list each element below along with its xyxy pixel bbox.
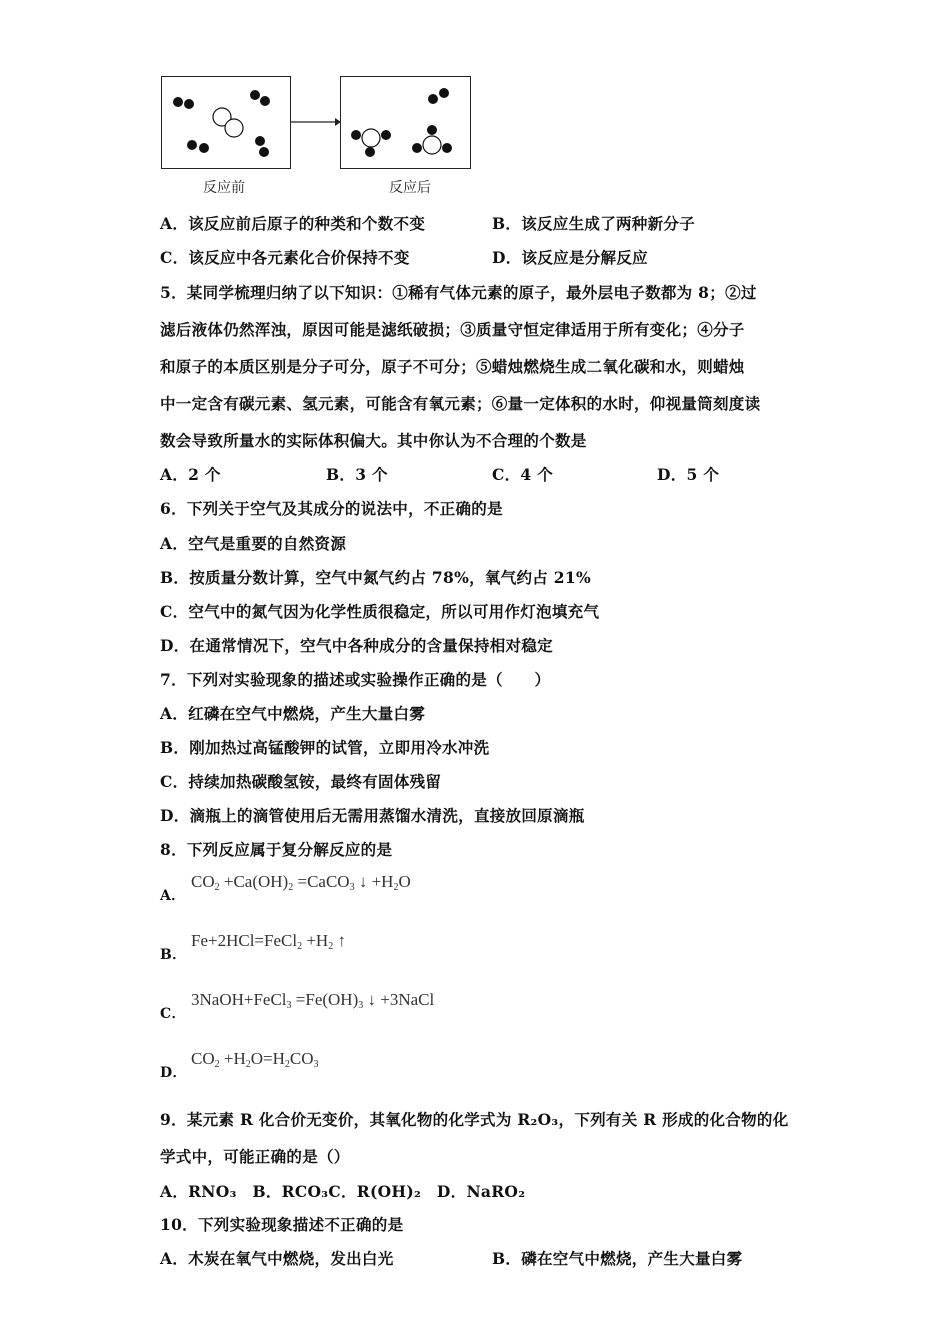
q4-option-b: B．该反应生成了两种新分子 (492, 214, 696, 233)
q4-option-d: D．该反应是分解反应 (492, 248, 648, 267)
q8-equation-a: $CO_2 +Ca(OH)_2$ =CaCO$_3$ ↓ $+H_2O$ (191, 872, 411, 893)
q6-stem: 6．下列关于空气及其成分的说法中，不正确的是 (160, 499, 503, 518)
q5-option-d: D．5 个 (657, 465, 720, 484)
after-label: 反应后 (389, 180, 431, 196)
q7-option-b: B．刚加热过高锰酸钾的试管，立即用冷水冲洗 (160, 738, 490, 757)
q7-option-c: C．持续加热碳酸氢铵，最终有固体残留 (160, 772, 442, 791)
before-label: 反应前 (203, 180, 245, 196)
q4-option-a: A．该反应前后原子的种类和个数不变 (160, 214, 426, 233)
q10-option-a: A．木炭在氧气中燃烧，发出白光 (160, 1249, 394, 1268)
q6-option-c: C．空气中的氮气因为化学性质很稳定，所以可用作灯泡填充气 (160, 602, 600, 621)
q8-option-b-label: B． (160, 947, 187, 963)
q8-option-d-label: D． (160, 1065, 187, 1081)
q8-equation-b: Fe+2HCl=FeCl$_2$ $+H_2$ ↑ (191, 931, 346, 952)
q7-stem: 7．下列对实验现象的描述或实验操作正确的是（ ） (160, 670, 551, 689)
q6-option-d: D．在通常情况下，空气中各种成分的含量保持相对稳定 (160, 636, 553, 655)
molecule-models (0, 0, 950, 180)
q9-options: A．RNO₃ B．RCO₃C．R(OH)₂ D．NaRO₂ (160, 1182, 526, 1201)
q8-option-c-label: C． (160, 1006, 186, 1022)
q4-option-c: C．该反应中各元素化合价保持不变 (160, 248, 410, 267)
q9-stem-line-2: 学式中，可能正确的是（） (160, 1147, 350, 1166)
q6-option-a: A．空气是重要的自然资源 (160, 534, 347, 553)
q5-stem-line-2: 滤后液体仍然浑浊，原因可能是滤纸破损；③质量守恒定律适用于所有变化；④分子 (160, 320, 745, 339)
q7-option-a: A．红磷在空气中燃烧，产生大量白雾 (160, 704, 426, 723)
q5-stem-line-3: 和原子的本质区别是分子可分，原子不可分；⑤蜡烛燃烧生成二氧化碳和水，则蜡烛 (160, 357, 745, 376)
q5-option-b: B．3 个 (326, 465, 388, 484)
q8-equation-d: $CO_2 +H_2O=H_2CO_3$ (191, 1049, 319, 1070)
q8-equation-c: 3NaOH+FeCl$_3$ $=Fe(OH)_3$ ↓ +3NaCl (191, 990, 435, 1011)
q5-stem-line-1: 5．某同学梳理归纳了以下知识：①稀有气体元素的原子，最外层电子数都为 8；②过 (160, 283, 757, 302)
q6-option-b: B．按质量分数计算，空气中氮气约占 78%，氧气约占 21% (160, 568, 591, 587)
q5-stem-line-4: 中一定含有碳元素、氢元素，可能含有氧元素；⑥量一定体积的水时，仰视量筒刻度读 (160, 394, 761, 413)
q10-stem: 10．下列实验现象描述不正确的是 (160, 1215, 404, 1234)
q5-stem-line-5: 数会导致所量水的实际体积偏大。其中你认为不合理的个数是 (160, 431, 587, 450)
q10-option-b: B．磷在空气中燃烧，产生大量白雾 (492, 1249, 743, 1268)
q7-option-d: D．滴瓶上的滴管使用后无需用蒸馏水清洗，直接放回原滴瓶 (160, 806, 585, 825)
q8-option-a-label: A． (160, 888, 186, 904)
q8-stem: 8．下列反应属于复分解反应的是 (160, 840, 393, 859)
q5-option-a: A．2 个 (160, 465, 221, 484)
q9-stem-line-1: 9．某元素 R 化合价无变价，其氧化物的化学式为 R₂O₃，下列有关 R 形成的化合物的化 (160, 1110, 789, 1129)
q5-option-c: C．4 个 (492, 465, 554, 484)
